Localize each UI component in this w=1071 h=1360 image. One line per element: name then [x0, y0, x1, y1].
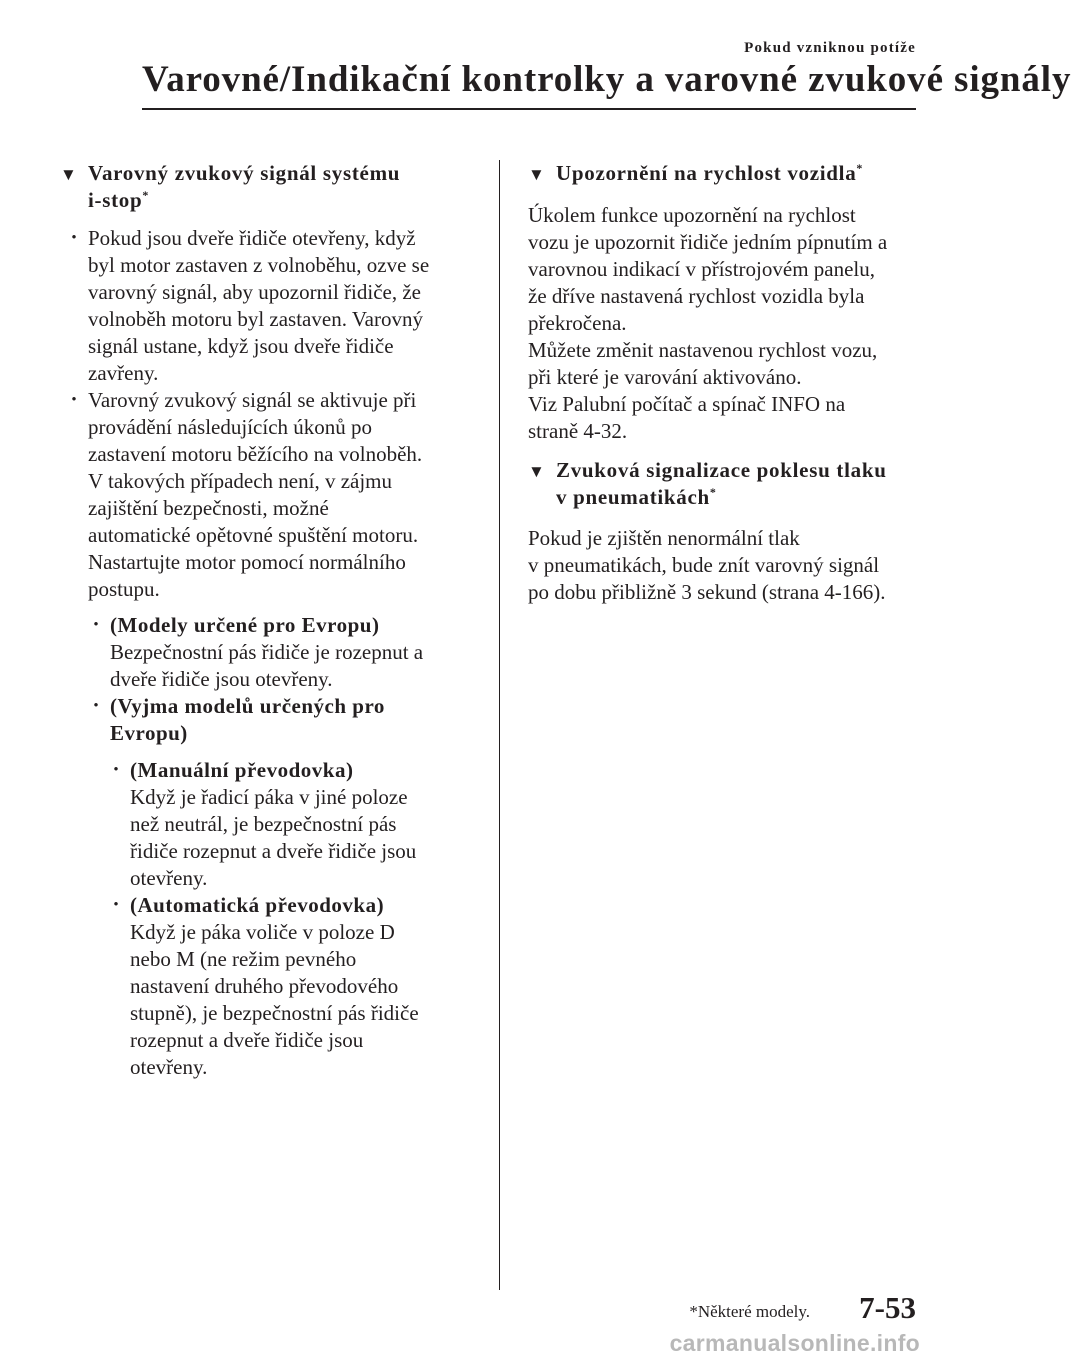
text-line: automatické opětovné spuštění motoru. — [88, 523, 419, 547]
istop-heading — [60, 160, 474, 214]
watermark: carmanualsonline.info — [669, 1330, 920, 1356]
tire-heading-line2: v pneumatikách — [556, 485, 710, 509]
text-line: signál ustane, když jsou dveře řidiče — [88, 334, 394, 358]
sub-item-manual — [102, 757, 474, 892]
sub-item-europe — [82, 612, 474, 693]
text-line: při které je varování aktivováno. — [528, 365, 802, 389]
sub-item-title: (Modely určené pro Evropu) — [110, 613, 380, 637]
text-line: nebo M (ne režim pevného — [130, 947, 357, 971]
text-line: volnoběh motoru byl zastaven. Varovný — [88, 307, 423, 331]
speed-alert-heading — [528, 160, 928, 188]
header-rule — [142, 108, 916, 110]
text-line: zavřeny. — [88, 361, 159, 385]
text-line: Když je páka voliče v poloze D — [130, 920, 395, 944]
text-line: v pneumatikách, bude znít varovný signál — [528, 553, 880, 577]
bullet-item-doors-open — [60, 225, 474, 387]
istop-heading-line2: i-stop — [88, 188, 143, 212]
bullet-icon: • — [71, 230, 77, 246]
column-divider — [499, 160, 500, 1290]
tire-heading-line1: Zvuková signalizace poklesu tlaku — [556, 458, 887, 482]
text-line: nastavení druhého převodového — [130, 974, 399, 998]
page-number: 7-53 — [859, 1290, 916, 1325]
tire-pressure-heading — [528, 457, 928, 511]
text-line: otevřeny. — [130, 1055, 208, 1079]
text-line: než neutrál, je bezpečnostní pás — [130, 812, 397, 836]
text-line: řidiče rozepnut a dveře řidiče jsou — [130, 839, 417, 863]
sub-item-title: (Manuální převodovka) — [130, 758, 354, 782]
text-line: varovnou indikací v přístrojovém panelu, — [528, 257, 876, 281]
text-line: po dobu přibližně 3 sekund (strana 4-166). — [528, 580, 886, 604]
text-line: Varovný zvukový signál se aktivuje při — [88, 388, 417, 412]
text-line: provádění následujících úkonů po — [88, 415, 373, 439]
text-line: Můžete změnit nastavenou rychlost vozu, — [528, 338, 878, 362]
text-line: Pokud je zjištěn nenormální tlak — [528, 526, 800, 550]
triangle-marker-icon: ▼ — [60, 165, 78, 184]
bullet-icon: • — [93, 617, 99, 633]
footnote-mark: * — [709, 485, 717, 499]
speed-alert-paragraph — [528, 202, 928, 445]
text-line: Viz Palubní počítač a spínač INFO na — [528, 392, 846, 416]
sub-item-title: (Automatická převodovka) — [130, 893, 385, 917]
left-column — [60, 160, 474, 1081]
text-line: varovný signál, aby upozornil řidiče, že — [88, 280, 421, 304]
tire-pressure-paragraph — [528, 525, 928, 606]
footnote-mark: * — [856, 161, 864, 175]
sub-item-automatic — [102, 892, 474, 1081]
text-line: zastavení motoru běžícího na volnoběh. — [88, 442, 423, 466]
text-line: stupně), je bezpečnostní pás řidiče — [130, 1001, 419, 1025]
footnote-mark: * — [142, 188, 150, 202]
text-line: Pokud jsou dveře řidiče otevřeny, když — [88, 226, 416, 250]
triangle-marker-icon: ▼ — [528, 462, 546, 481]
text-line: otevřeny. — [130, 866, 208, 890]
triangle-marker-icon: ▼ — [528, 165, 546, 184]
bullet-icon: • — [93, 698, 99, 714]
page-title: Varovné/Indikační kontrolky a varovné zvukové signály — [142, 59, 1071, 100]
text-line: rozepnut a dveře řidiče jsou — [130, 1028, 364, 1052]
istop-heading-line1: Varovný zvukový signál systému — [88, 161, 401, 185]
bullet-item-warning-activation — [60, 387, 474, 603]
text-line: dveře řidiče jsou otevřeny. — [110, 667, 333, 691]
text-line: Nastartujte motor pomocí normálního — [88, 550, 406, 574]
text-line: Úkolem funkce upozornění na rychlost — [528, 203, 856, 227]
right-column — [528, 160, 928, 606]
text-line: postupu. — [88, 577, 160, 601]
section-header: Pokud vzniknou potíže — [744, 40, 916, 56]
text-line: překročena. — [528, 311, 627, 335]
sub-item-non-europe — [82, 693, 474, 747]
bullet-icon: • — [113, 762, 119, 778]
footnote: *Některé modely. — [689, 1302, 810, 1321]
text-line: že dříve nastavená rychlost vozidla byla — [528, 284, 865, 308]
text-line: V takových případech není, v zájmu — [88, 469, 393, 493]
sub-item-title: (Vyjma modelů určených pro — [110, 694, 385, 718]
text-line: straně 4-32. — [528, 419, 628, 443]
bullet-icon: • — [113, 897, 119, 913]
text-line: zajištění bezpečnosti, možné — [88, 496, 329, 520]
text-line: Když je řadicí páka v jiné poloze — [130, 785, 408, 809]
text-line: vozu je upozornit řidiče jedním pípnutím a — [528, 230, 888, 254]
sub-item-title: Evropu) — [110, 721, 188, 745]
text-line: byl motor zastaven z volnoběhu, ozve se — [88, 253, 430, 277]
speed-alert-heading-text: Upozornění na rychlost vozidla — [556, 161, 857, 185]
bullet-icon: • — [71, 392, 77, 408]
text-line: Bezpečnostní pás řidiče je rozepnut a — [110, 640, 424, 664]
